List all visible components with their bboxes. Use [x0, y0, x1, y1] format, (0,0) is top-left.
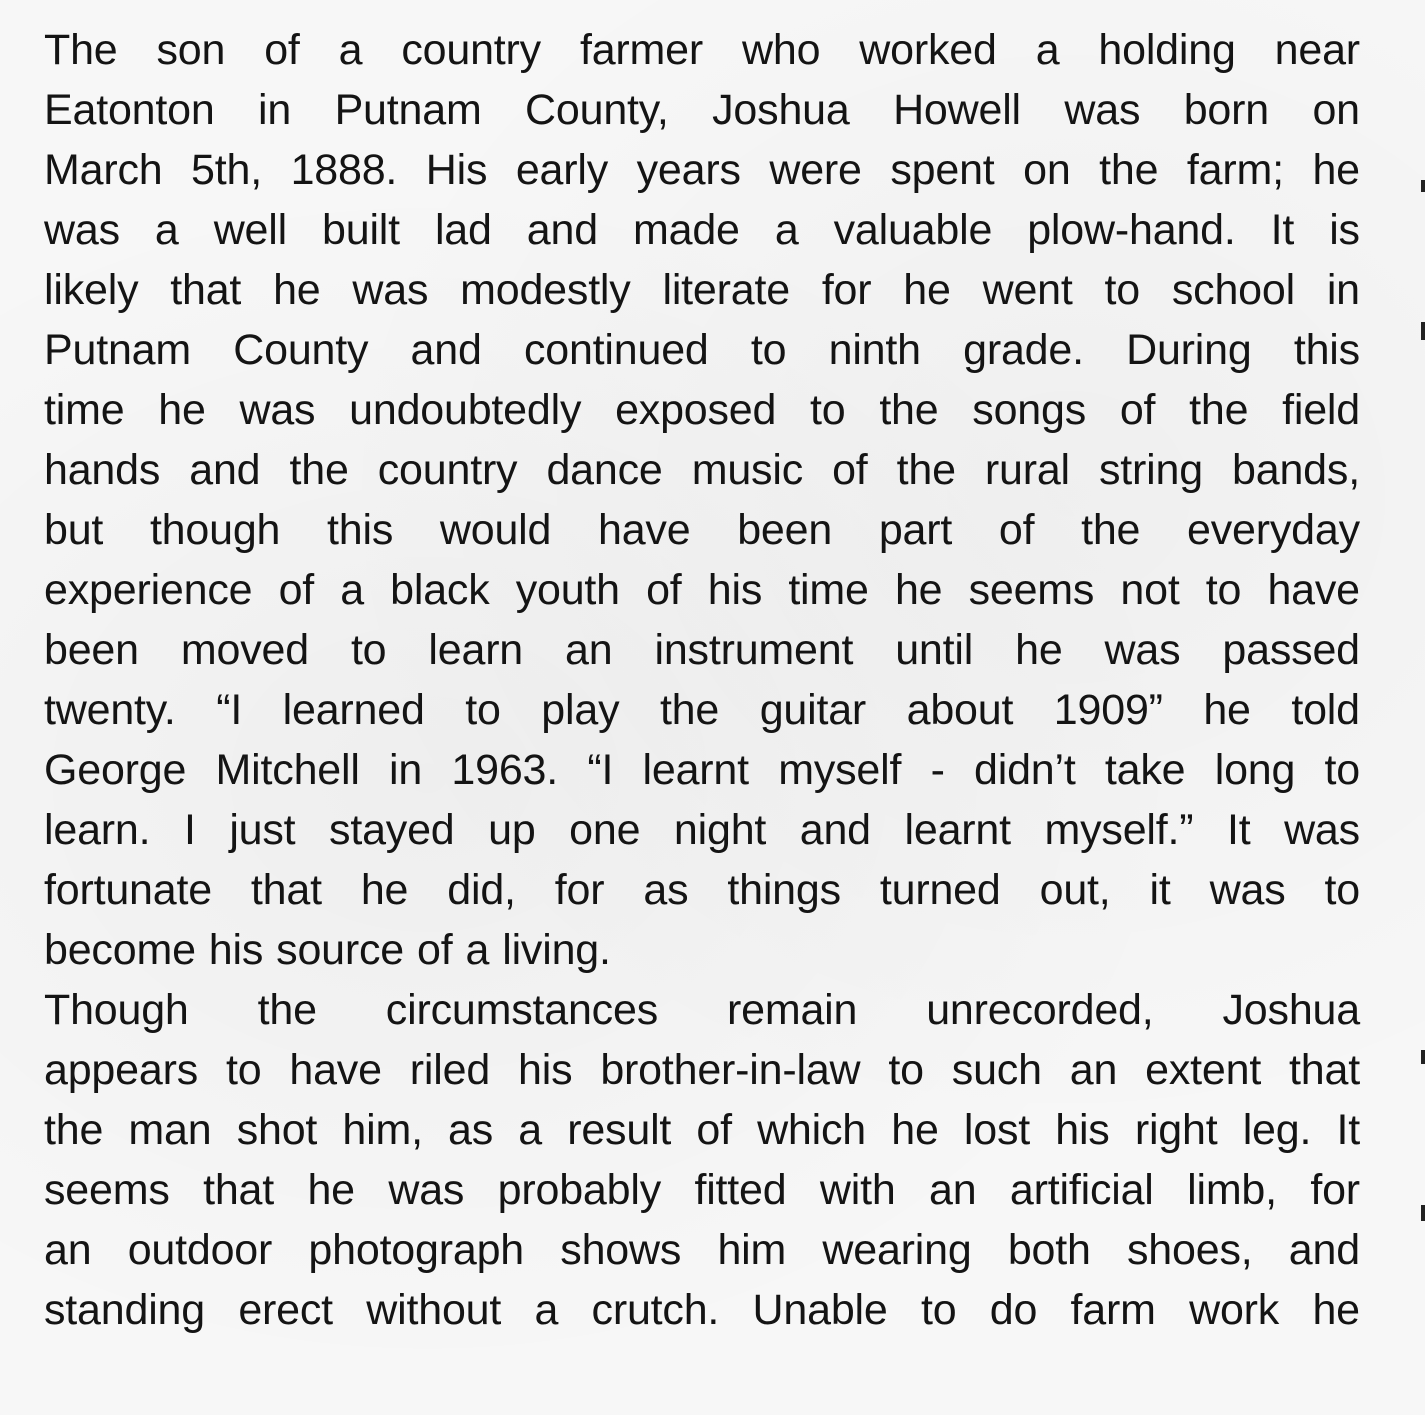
word: have — [289, 1046, 382, 1094]
word: extent — [1145, 1046, 1262, 1094]
text-line — [44, 560, 1360, 620]
word: unrecorded, — [926, 986, 1154, 1034]
word: play — [541, 686, 620, 734]
word: who — [742, 26, 821, 74]
word: - — [930, 746, 945, 794]
word: one — [569, 806, 641, 854]
word: The — [44, 26, 118, 74]
word: photograph — [308, 1226, 525, 1274]
word: years — [636, 146, 741, 194]
word: to — [350, 626, 387, 674]
word: fitted — [694, 1166, 787, 1214]
word: to — [1324, 866, 1360, 914]
word: learnt — [904, 806, 1011, 854]
word: school — [1171, 266, 1295, 314]
word: this — [1293, 326, 1360, 374]
word: ninth — [828, 326, 921, 374]
word: modestly — [460, 266, 631, 314]
word: remain — [726, 986, 858, 1034]
word: him — [717, 1226, 787, 1274]
word: learn. — [44, 806, 151, 854]
word: appears — [44, 1046, 198, 1094]
word: the — [1081, 506, 1141, 554]
word: field — [1282, 386, 1360, 434]
text-line — [44, 1280, 1360, 1340]
word: out, — [1039, 866, 1111, 914]
word: without — [366, 1286, 502, 1334]
word: lost — [963, 1106, 1031, 1154]
word: circumstances — [385, 986, 658, 1034]
word: but — [44, 506, 104, 554]
word: brother-in-law — [600, 1046, 861, 1094]
word: a — [518, 1106, 542, 1154]
word: Joshua — [1222, 986, 1360, 1034]
word: for — [1310, 1166, 1360, 1214]
word: with — [819, 1166, 896, 1214]
word: become — [44, 926, 196, 974]
word: I — [183, 806, 196, 854]
text-line — [44, 20, 1360, 80]
text-line — [44, 1100, 1360, 1160]
scan-edge-mark — [1421, 1205, 1425, 1221]
word: for — [554, 866, 605, 914]
word: moved — [180, 626, 309, 674]
word: shoes, — [1127, 1226, 1253, 1274]
word: 1888. — [290, 146, 398, 194]
word: country — [377, 446, 518, 494]
word: fortunate — [44, 866, 212, 914]
word: spent — [890, 146, 995, 194]
word: to — [920, 1286, 957, 1334]
word: George — [44, 746, 187, 794]
word: shows — [560, 1226, 682, 1274]
word: music — [691, 446, 803, 494]
word: of — [1119, 386, 1156, 434]
word: experience — [44, 566, 253, 614]
word: Howell — [893, 86, 1021, 134]
word: source — [276, 926, 405, 974]
word: up — [488, 806, 536, 854]
word: as — [643, 866, 689, 914]
word: plow-hand. — [1027, 206, 1236, 254]
word: the — [1189, 386, 1249, 434]
word: would — [439, 506, 552, 554]
word: likely — [44, 266, 139, 314]
word: was — [44, 206, 120, 254]
word: been — [44, 626, 139, 674]
word: learnt — [642, 746, 749, 794]
text-line — [44, 200, 1360, 260]
word: lad — [434, 206, 492, 254]
word: grade. — [963, 326, 1084, 374]
word: both — [1007, 1226, 1091, 1274]
word: learn — [428, 626, 524, 674]
word: he — [273, 266, 321, 314]
word: continued — [523, 326, 709, 374]
word: Unable — [752, 1286, 888, 1334]
word: the — [659, 686, 720, 734]
word: his — [518, 1046, 573, 1094]
word: a — [465, 926, 490, 974]
word: was — [388, 1166, 465, 1214]
word: of — [646, 566, 682, 614]
word: everyday — [1187, 506, 1360, 554]
word: is — [1329, 206, 1360, 254]
word: living. — [502, 926, 611, 974]
word: have — [598, 506, 691, 554]
word: a — [534, 1286, 559, 1334]
word: artificial — [1009, 1166, 1154, 1214]
text-line — [44, 320, 1360, 380]
word: been — [737, 506, 833, 554]
word: didn’t — [974, 746, 1076, 794]
word: 1909” — [1053, 686, 1163, 734]
word: stayed — [329, 806, 455, 854]
word: dance — [546, 446, 663, 494]
word: the — [44, 1106, 104, 1154]
word: “I — [216, 686, 243, 734]
word: standing — [44, 1286, 205, 1334]
word: that — [250, 866, 322, 914]
word: he — [891, 1106, 939, 1154]
word: a — [774, 206, 799, 254]
word: His — [425, 146, 488, 194]
word: It — [1226, 806, 1251, 854]
word: 5th, — [191, 146, 262, 194]
word: learned — [282, 686, 425, 734]
word: on — [1312, 86, 1360, 134]
word: he — [1312, 1286, 1360, 1334]
text-line — [44, 800, 1360, 860]
word: and — [410, 326, 482, 374]
word: born — [1183, 86, 1269, 134]
word: this — [327, 506, 394, 554]
word: do — [989, 1286, 1038, 1334]
word: his — [208, 926, 264, 974]
word: on — [1023, 146, 1071, 194]
word: he — [307, 1166, 355, 1214]
word: to — [810, 386, 846, 434]
text-line — [44, 140, 1360, 200]
word: to — [1324, 746, 1360, 794]
word: During — [1126, 326, 1252, 374]
body-text — [44, 20, 1360, 1340]
word: was — [352, 266, 429, 314]
word: probably — [497, 1166, 662, 1214]
word: just — [229, 806, 296, 854]
word: though — [149, 506, 281, 554]
word: wearing — [822, 1226, 972, 1274]
word: and — [799, 806, 871, 854]
word: have — [1267, 566, 1360, 614]
word: as — [448, 1106, 494, 1154]
word: Eatonton — [44, 86, 215, 134]
word: his — [1055, 1106, 1110, 1154]
word: a — [154, 206, 179, 254]
word: he — [1312, 146, 1360, 194]
word: an — [44, 1226, 92, 1274]
word: was — [1064, 86, 1141, 134]
word: were — [769, 146, 862, 194]
word: holding — [1098, 26, 1236, 74]
word: youth — [515, 566, 620, 614]
scan-edge-mark — [1421, 180, 1425, 192]
word: farmer — [579, 26, 704, 74]
word: was — [1104, 626, 1181, 674]
word: of — [278, 566, 315, 614]
word: such — [951, 1046, 1042, 1094]
word: bands, — [1232, 446, 1360, 494]
word: time — [44, 386, 125, 434]
word: until — [895, 626, 974, 674]
word: went — [982, 266, 1073, 314]
word: undoubtedly — [349, 386, 582, 434]
word: and — [526, 206, 598, 254]
word: rural — [984, 446, 1070, 494]
word: the — [257, 986, 317, 1034]
word: Putnam — [334, 86, 482, 134]
word: long — [1214, 746, 1296, 794]
word: did, — [447, 866, 516, 914]
word: seems — [968, 566, 1095, 614]
word: an — [565, 626, 613, 674]
word: and — [189, 446, 261, 494]
word: was — [239, 386, 316, 434]
word: he — [894, 566, 943, 614]
word: in — [389, 746, 423, 794]
word: limb, — [1187, 1166, 1277, 1214]
word: valuable — [833, 206, 993, 254]
word: songs — [972, 386, 1087, 434]
word: shot — [236, 1106, 318, 1154]
word: the — [896, 446, 956, 494]
word: exposed — [615, 386, 777, 434]
word: of — [696, 1106, 732, 1154]
text-line — [44, 380, 1360, 440]
word: to — [750, 326, 787, 374]
word: It — [1336, 1106, 1360, 1154]
text-line — [44, 260, 1360, 320]
word: myself — [778, 746, 902, 794]
word: man — [128, 1106, 212, 1154]
word: crutch. — [591, 1286, 720, 1334]
text-line — [44, 860, 1360, 920]
word: leg. — [1242, 1106, 1312, 1154]
word: early — [515, 146, 609, 194]
word: things — [727, 866, 841, 914]
word: farm; — [1186, 146, 1284, 194]
text-line — [44, 620, 1360, 680]
word: was — [1209, 866, 1286, 914]
word: of — [832, 446, 868, 494]
word: not — [1120, 566, 1180, 614]
word: that — [1289, 1046, 1360, 1094]
word: black — [390, 566, 490, 614]
word: to — [465, 686, 501, 734]
word: time — [788, 566, 869, 614]
word: erect — [238, 1286, 333, 1334]
word: take — [1104, 746, 1186, 794]
word: work — [1189, 1286, 1280, 1334]
word: him, — [342, 1106, 423, 1154]
word: the — [879, 386, 939, 434]
text-line — [44, 680, 1360, 740]
word: March — [44, 146, 163, 194]
word: 1963. — [451, 746, 559, 794]
word: instrument — [654, 626, 854, 674]
word: of — [264, 26, 300, 74]
word: was — [1284, 806, 1360, 854]
word: of — [998, 506, 1035, 554]
word: hands — [44, 446, 161, 494]
word: Putnam — [44, 326, 191, 374]
word: County, — [525, 86, 669, 134]
word: to — [888, 1046, 924, 1094]
word: It — [1270, 206, 1295, 254]
word: an — [1069, 1046, 1118, 1094]
word: it — [1149, 866, 1171, 914]
word: a — [1035, 26, 1060, 74]
word: result — [567, 1106, 672, 1154]
text-line — [44, 500, 1360, 560]
text-line — [44, 80, 1360, 140]
text-line — [44, 1220, 1360, 1280]
word: County — [233, 326, 369, 374]
word: he — [1015, 626, 1063, 674]
word: well — [213, 206, 287, 254]
word: near — [1274, 26, 1360, 74]
word: literate — [662, 266, 790, 314]
word: and — [1288, 1226, 1360, 1274]
word: a — [338, 26, 363, 74]
word: turned — [879, 866, 1001, 914]
word: in — [258, 86, 292, 134]
word: night — [673, 806, 767, 854]
word: the — [289, 446, 349, 494]
text-line — [44, 980, 1360, 1040]
word: passed — [1222, 626, 1360, 674]
word: built — [322, 206, 400, 254]
word: myself.” — [1044, 806, 1194, 854]
text-line — [44, 920, 1360, 980]
word: guitar — [759, 686, 867, 734]
word: for — [821, 266, 872, 314]
word: of — [417, 926, 453, 974]
word: in — [1326, 266, 1360, 314]
word: worked — [859, 26, 997, 74]
word: made — [633, 206, 740, 254]
word: Joshua — [712, 86, 850, 134]
text-line — [44, 1040, 1360, 1100]
word: to — [1205, 566, 1242, 614]
word: right — [1134, 1106, 1218, 1154]
text-line — [44, 1160, 1360, 1220]
word: which — [757, 1106, 867, 1154]
word: outdoor — [127, 1226, 273, 1274]
word: told — [1291, 686, 1360, 734]
word: “I — [587, 746, 614, 794]
scan-edge-mark — [1421, 322, 1425, 340]
word: he — [903, 266, 951, 314]
word: that — [170, 266, 242, 314]
text-line — [44, 440, 1360, 500]
scan-edge-mark — [1421, 1050, 1425, 1064]
word: Mitchell — [215, 746, 360, 794]
word: he — [1203, 686, 1251, 734]
word: to — [225, 1046, 262, 1094]
word: the — [1099, 146, 1159, 194]
word: a — [340, 566, 364, 614]
word: country — [401, 26, 541, 74]
word: seems — [44, 1166, 170, 1214]
word: that — [203, 1166, 275, 1214]
word: string — [1099, 446, 1203, 494]
word: he — [360, 866, 409, 914]
word: about — [906, 686, 1014, 734]
word: part — [878, 506, 953, 554]
word: son — [156, 26, 226, 74]
word: an — [929, 1166, 977, 1214]
word: riled — [409, 1046, 491, 1094]
word: he — [158, 386, 206, 434]
word: farm — [1070, 1286, 1156, 1334]
word: his — [707, 566, 763, 614]
word: to — [1104, 266, 1140, 314]
text-line — [44, 740, 1360, 800]
word: Though — [44, 986, 189, 1034]
word: twenty. — [44, 686, 176, 734]
